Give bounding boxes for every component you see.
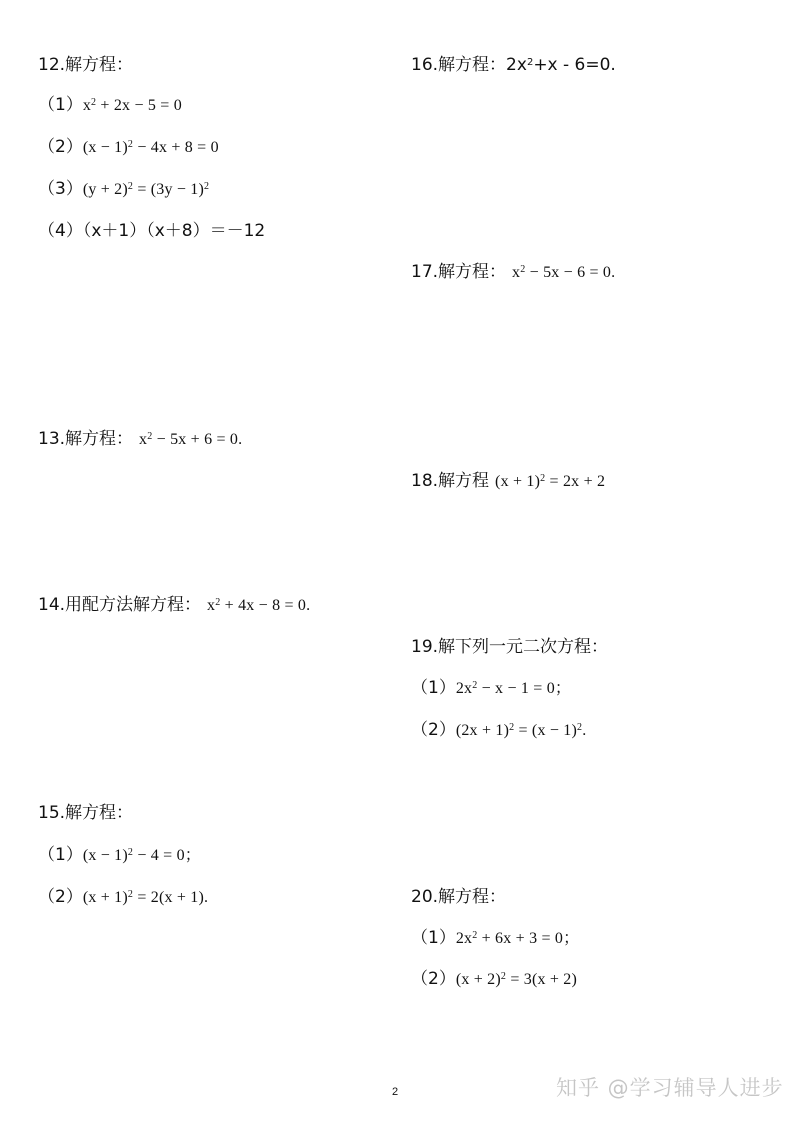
exponent: 2 <box>500 971 507 982</box>
q18-title: 18.解方程 <box>411 471 490 491</box>
equation-text: （x＋1）（x＋8）＝－12 <box>82 221 266 241</box>
part-label: （2） <box>411 969 456 989</box>
q20-title: 20.解方程： <box>411 887 507 907</box>
q12-title: 12.解方程： <box>38 55 134 75</box>
exponent: 2 <box>147 431 153 442</box>
q15-part-2 <box>38 886 208 909</box>
equation-text: (2x + 1) <box>455 722 510 739</box>
part-label: （1） <box>38 95 83 115</box>
page-number: 2 <box>392 1086 399 1098</box>
equation-text: − 5x + 6 = 0. <box>152 431 243 448</box>
equation-text: − x − 1 = 0； <box>477 680 572 697</box>
part-label: （3） <box>38 179 83 199</box>
equation-text: (x − 1) <box>82 847 128 864</box>
equation-text: = (x − 1) <box>514 722 578 739</box>
exponent: 2 <box>127 847 134 858</box>
part-label: （1） <box>411 928 456 948</box>
equation-text: x <box>512 264 521 281</box>
q16-title: 16.解方程： <box>411 55 507 75</box>
equation-text: (x + 2) <box>455 971 501 988</box>
q19-part-2 <box>411 719 586 742</box>
exponent: 2 <box>127 889 134 900</box>
equation-text: (x + 1) <box>82 889 128 906</box>
exponent: 2 <box>540 473 546 484</box>
exponent: 2 <box>472 930 478 941</box>
equation-text: = 2(x + 1). <box>133 889 209 906</box>
equation-text: x <box>139 431 148 448</box>
q20-part-1 <box>411 927 579 950</box>
equation-text: + 4x − 8 = 0. <box>220 597 311 614</box>
equation-text: x <box>207 597 216 614</box>
q19-title: 19.解下列一元二次方程： <box>411 637 609 657</box>
equation-text: . <box>582 722 587 739</box>
equation-text: (x + 1) <box>495 473 541 490</box>
equation-text: +x - 6=0. <box>533 55 616 75</box>
exponent: 2 <box>577 722 583 733</box>
q12-part-2 <box>38 136 219 159</box>
equation-text: (y + 2) <box>82 181 128 198</box>
equation-text: 2x <box>506 55 527 75</box>
exponent: 2 <box>127 181 134 192</box>
q12-part-1 <box>38 94 182 117</box>
q19-part-1 <box>411 677 571 700</box>
exponent: 2 <box>127 139 134 150</box>
equation-text: = 3(x + 2) <box>506 971 578 988</box>
q12-part-3 <box>38 178 209 201</box>
equation-text: − 4 = 0； <box>133 847 201 864</box>
exponent: 2 <box>215 597 221 608</box>
part-label: （4） <box>38 221 83 241</box>
equation-text: 2x <box>455 930 473 947</box>
equation-text: + 2x − 5 = 0 <box>96 97 182 114</box>
equation-text: (x − 1) <box>82 139 128 156</box>
q14-title: 14.用配方法解方程： <box>38 595 202 615</box>
q14 <box>38 594 310 617</box>
q13 <box>38 428 242 451</box>
part-label: （2） <box>411 720 456 740</box>
part-label: （1） <box>411 678 456 698</box>
part-label: （2） <box>38 137 83 157</box>
q18 <box>411 470 605 493</box>
equation-text: 2x <box>455 680 473 697</box>
exponent: 2 <box>204 181 210 192</box>
q17-title: 17.解方程： <box>411 262 507 282</box>
q16 <box>411 54 616 76</box>
watermark: 知乎 @学习辅导人进步 <box>556 1076 784 1100</box>
exponent: 2 <box>472 680 478 691</box>
exponent: 2 <box>509 722 515 733</box>
equation-text: x <box>82 97 92 114</box>
q20-part-2 <box>411 968 577 991</box>
exponent: 2 <box>91 97 97 108</box>
exponent: 2 <box>520 264 526 275</box>
q15-title: 15.解方程： <box>38 803 134 823</box>
q15-part-1 <box>38 844 201 867</box>
equation-text: + 6x + 3 = 0； <box>477 930 580 947</box>
equation-text: − 5x − 6 = 0. <box>525 264 616 281</box>
q12-part-4 <box>38 220 265 242</box>
equation-text: = (3y − 1) <box>133 181 205 198</box>
equation-text: = 2x + 2 <box>545 473 606 490</box>
q17 <box>411 261 615 284</box>
part-label: （1） <box>38 845 83 865</box>
part-label: （2） <box>38 887 83 907</box>
equation-text: − 4x + 8 = 0 <box>133 139 219 156</box>
q13-title: 13.解方程： <box>38 429 134 449</box>
exponent: 2 <box>526 57 534 68</box>
